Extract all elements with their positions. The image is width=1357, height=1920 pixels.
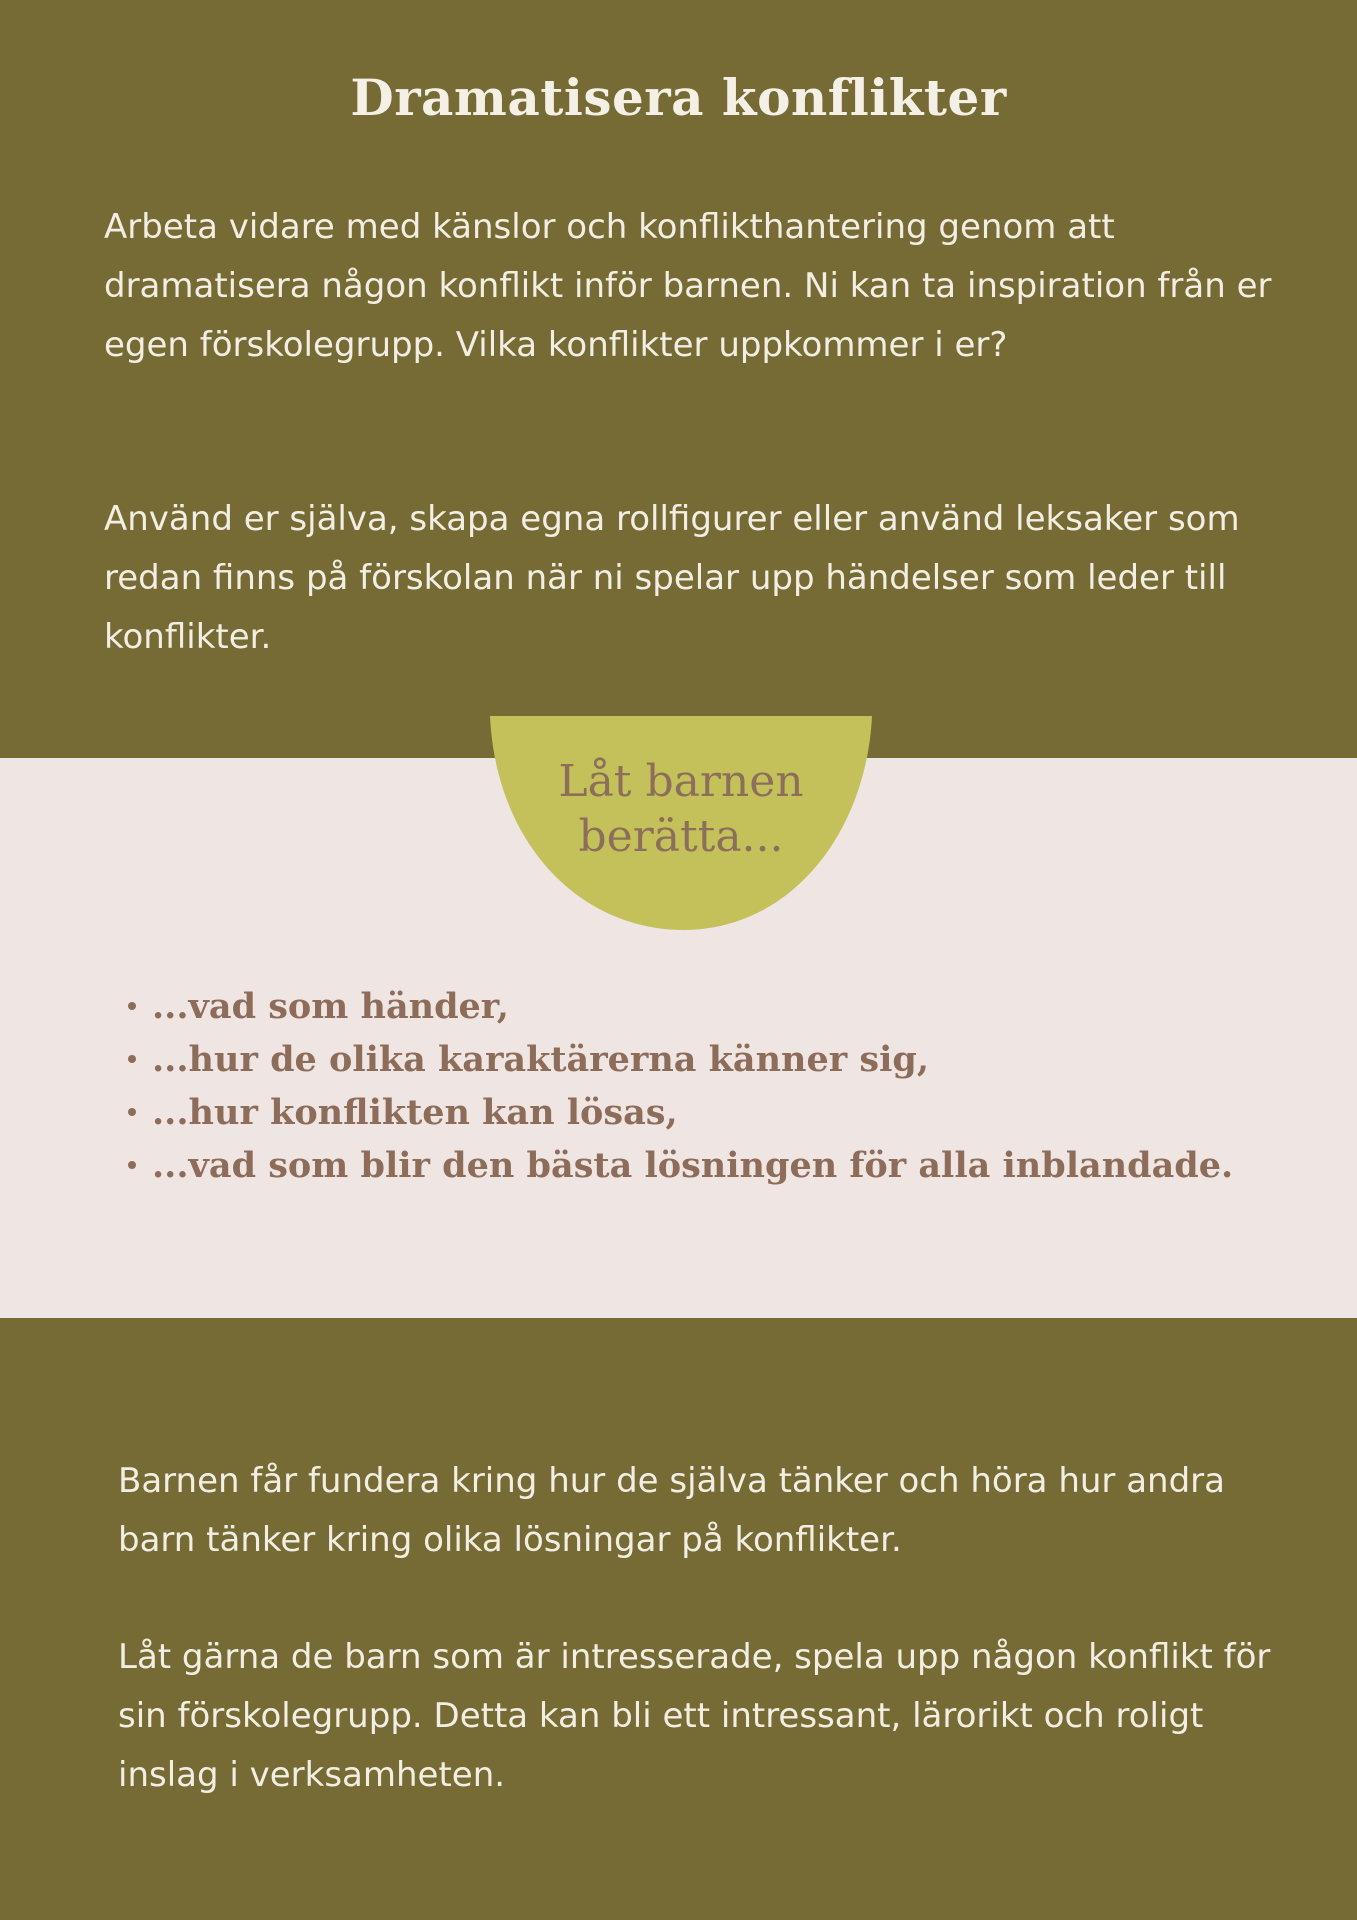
bullet-text: ...vad som händer,: [152, 986, 509, 1027]
bullet-dot-icon: [128, 1055, 136, 1063]
intro-paragraph-1: Arbeta vidare med känslor och konflikthantering genom att dramatisera någon konflikt inför barnen. Ni kan ta inspiration från er egen förskolegrupp. Vilka konflikter uppkommer i er?: [104, 207, 1272, 365]
bullet-text: ...hur de olika karaktärerna känner sig,: [152, 1039, 930, 1080]
bullet-list: [128, 980, 1328, 1192]
bullet-dot-icon: [128, 1108, 136, 1116]
closing-paragraph-1: Barnen får fundera kring hur de själva tänker och höra hur andra barn tänker kring olika lösningar på konflikter.: [118, 1461, 1225, 1560]
page-title: Dramatisera konflikter: [350, 68, 1007, 127]
bullet-dot-icon: [128, 1002, 136, 1010]
callout-line-1: Låt barnen: [558, 756, 804, 807]
bullet-item: [128, 1086, 1328, 1139]
bottom-olive-band: [0, 1318, 1357, 1920]
intro-paragraph-2: Använd er själva, skapa egna rollfigurer eller använd leksaker som redan finns på förskolan när ni spelar upp händelser som leder till konflikter.: [104, 499, 1240, 657]
callout-line-2: berätta...: [578, 811, 784, 862]
bullet-text: ...vad som blir den bästa lösningen för alla inblandade.: [152, 1145, 1234, 1186]
bullet-item: [128, 1033, 1328, 1086]
bullet-item: [128, 1139, 1328, 1192]
callout-heading: [488, 754, 874, 864]
bullet-text: ...hur konflikten kan lösas,: [152, 1092, 678, 1133]
bullet-dot-icon: [128, 1161, 136, 1169]
bullet-item: [128, 980, 1328, 1033]
closing-paragraph-2: Låt gärna de barn som är intresserade, spela upp någon konflikt för sin förskolegrupp. Detta kan bli ett intressant, lärorikt och roligt inslag i verksamheten.: [118, 1637, 1271, 1795]
